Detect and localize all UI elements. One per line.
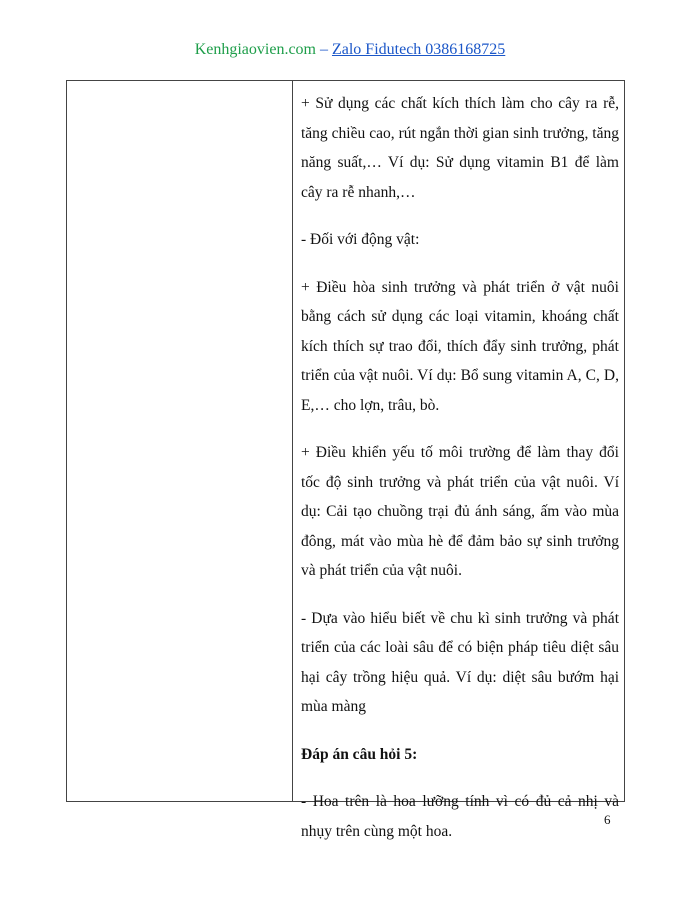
table-right-column	[301, 89, 619, 864]
answer-5-text: - Hoa trên là hoa lưỡng tính vì có đủ cả nhị và nhụy trên cùng một hoa.	[301, 793, 619, 840]
answer-5-heading: Đáp án câu hỏi 5:	[301, 745, 418, 763]
header-zalo-link[interactable]: Zalo Fidutech 0386168725	[331, 41, 506, 58]
content-table	[66, 80, 625, 840]
paragraph-plants-stimulants: + Sử dụng các chất kích thích làm cho cây ra rễ, tăng chiều cao, rút ngắn thời gian sinh trưởng, tăng năng suất,… Ví dụ: Sử dụng vitamin B1 để làm cây ra rễ nhanh,…	[301, 95, 619, 201]
page-header	[0, 40, 700, 60]
header-separator: –	[315, 41, 332, 58]
paragraph-animals-environment: + Điều khiển yếu tố môi trường để làm thay đổi tốc độ sinh trưởng và phát triển của vật nuôi. Ví dụ: Cải tạo chuồng trại đủ ánh sáng, ấm vào mùa đông, mát vào mùa hè để đảm bảo sự sinh trưởng và phát triển của vật nuôi.	[301, 444, 619, 579]
paragraph-animals-heading: - Đối với động vật:	[301, 231, 420, 248]
page-number: 6	[604, 812, 611, 827]
header-site: Kenhgiaovien.com	[194, 41, 316, 58]
paragraph-animals-vitamins: + Điều hòa sinh trưởng và phát triển ở vật nuôi bằng cách sử dụng các loại vitamin, khoáng chất kích thích sự trao đổi, thích đẩy sinh trưởng, phát triển của vật nuôi. Ví dụ: Bổ sung vitamin A, C, D, E,… cho lợn, trâu, bò.	[301, 278, 619, 414]
paragraph-pest-control: - Dựa vào hiểu biết về chu kì sinh trưởng và phát triển của các loài sâu để có biện pháp tiêu diệt sâu hại cây trồng hiệu quả. Ví dụ: diệt sâu bướm hại mùa màng	[301, 609, 619, 715]
table-left-column	[67, 81, 293, 801]
